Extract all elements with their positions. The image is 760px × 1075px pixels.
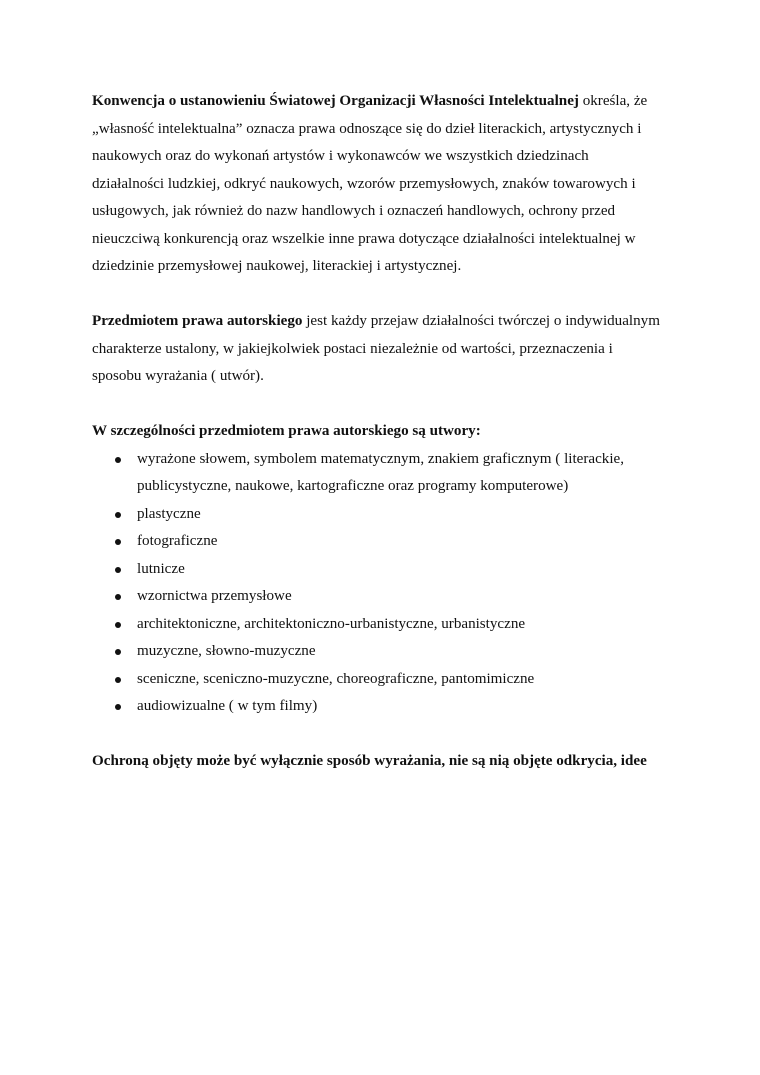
- bullet-icon: [115, 649, 121, 655]
- list-item: [92, 528, 676, 556]
- bullet-icon: [115, 704, 121, 710]
- bullet-icon: [115, 457, 121, 463]
- bullet-icon: [115, 567, 121, 573]
- list-item: [92, 446, 676, 501]
- works-list: [92, 446, 676, 721]
- paragraph-line: działalności ludzkiej, odkryć naukowych, wzorów przemysłowych, znaków towarowych i: [92, 175, 636, 192]
- paragraph-line: [92, 308, 676, 336]
- list-item-text: muzyczne, słowno-muzyczne: [137, 643, 316, 659]
- list-item-text: lutnicze: [137, 560, 185, 577]
- list-item: [92, 583, 676, 611]
- paragraph-line: dziedzinie przemysłowej naukowej, literackiej i artystycznej.: [92, 258, 462, 274]
- paragraph-spacer: [92, 391, 676, 419]
- list-item: [92, 666, 676, 694]
- list-item: [92, 611, 676, 639]
- paragraph-line: usługowych, jak również do nazw handlowych i oznaczeń handlowych, ochrony przed: [92, 203, 616, 219]
- bullet-icon: [115, 539, 121, 545]
- paragraph-spacer: [92, 721, 676, 749]
- list-item-text: architektoniczne, architektoniczno-urbanistyczne, urbanistyczne: [137, 615, 526, 632]
- paragraph-line: charakterze ustalony, w jakiejkolwiek postaci niezależnie od wartości, przeznaczenia i: [92, 340, 613, 357]
- list-item-text: publicystyczne, naukowe, kartograficzne oraz programy komputerowe): [137, 478, 569, 494]
- list-item: [92, 693, 676, 721]
- convention-title: Konwencja o ustanowieniu Światowej Organizacji Własności Intelektualnej: [92, 93, 579, 109]
- paragraph-line: [92, 88, 676, 116]
- list-item: [92, 501, 676, 529]
- list-item-text: plastyczne: [137, 505, 201, 522]
- paragraph-text: określa, że: [578, 93, 648, 109]
- document-body: [92, 88, 676, 776]
- list-item-text: wyrażone słowem, symbolem matematycznym, znakiem graficznym ( literackie,: [137, 450, 625, 467]
- paragraph-wipo-definition: [92, 88, 676, 281]
- paragraph-text: jest każdy przejaw działalności twórczej o indywidualnym: [302, 313, 660, 329]
- paragraph-line: naukowych oraz do wykonań artystów i wykonawców we wszystkich dziedzinach: [92, 148, 589, 164]
- paragraph-line: sposobu wyrażania ( utwór).: [92, 368, 264, 384]
- list-item-text: sceniczne, sceniczno-muzyczne, choreograficzne, pantomimiczne: [137, 670, 535, 687]
- paragraph-line: „własność intelektualna” oznacza prawa odnoszące się do dzieł literackich, artystycznych i: [92, 120, 642, 137]
- list-item-text: wzornictwa przemysłowe: [137, 588, 292, 604]
- paragraph-line: nieuczciwą konkurencją oraz wszelkie inne prawa dotyczące działalności intelektualnej w: [92, 230, 636, 247]
- bullet-icon: [115, 677, 121, 683]
- copyright-subject-term: Przedmiotem prawa autorskiego: [92, 313, 303, 329]
- list-item-text: fotograficzne: [137, 533, 218, 549]
- list-item-text: audiowizualne ( w tym filmy): [137, 698, 318, 714]
- list-item: [92, 638, 676, 666]
- bullet-icon: [115, 622, 121, 628]
- bullet-icon: [115, 512, 121, 518]
- paragraph-copyright-subject: [92, 308, 676, 391]
- closing-statement: Ochroną objęty może być wyłącznie sposób wyrażania, nie są nią objęte odkrycia, idee: [92, 753, 647, 769]
- list-item: [92, 556, 676, 584]
- paragraph-spacer: [92, 281, 676, 309]
- works-list-heading: W szczególności przedmiotem prawa autorskiego są utwory:: [92, 423, 481, 439]
- bullet-icon: [115, 594, 121, 600]
